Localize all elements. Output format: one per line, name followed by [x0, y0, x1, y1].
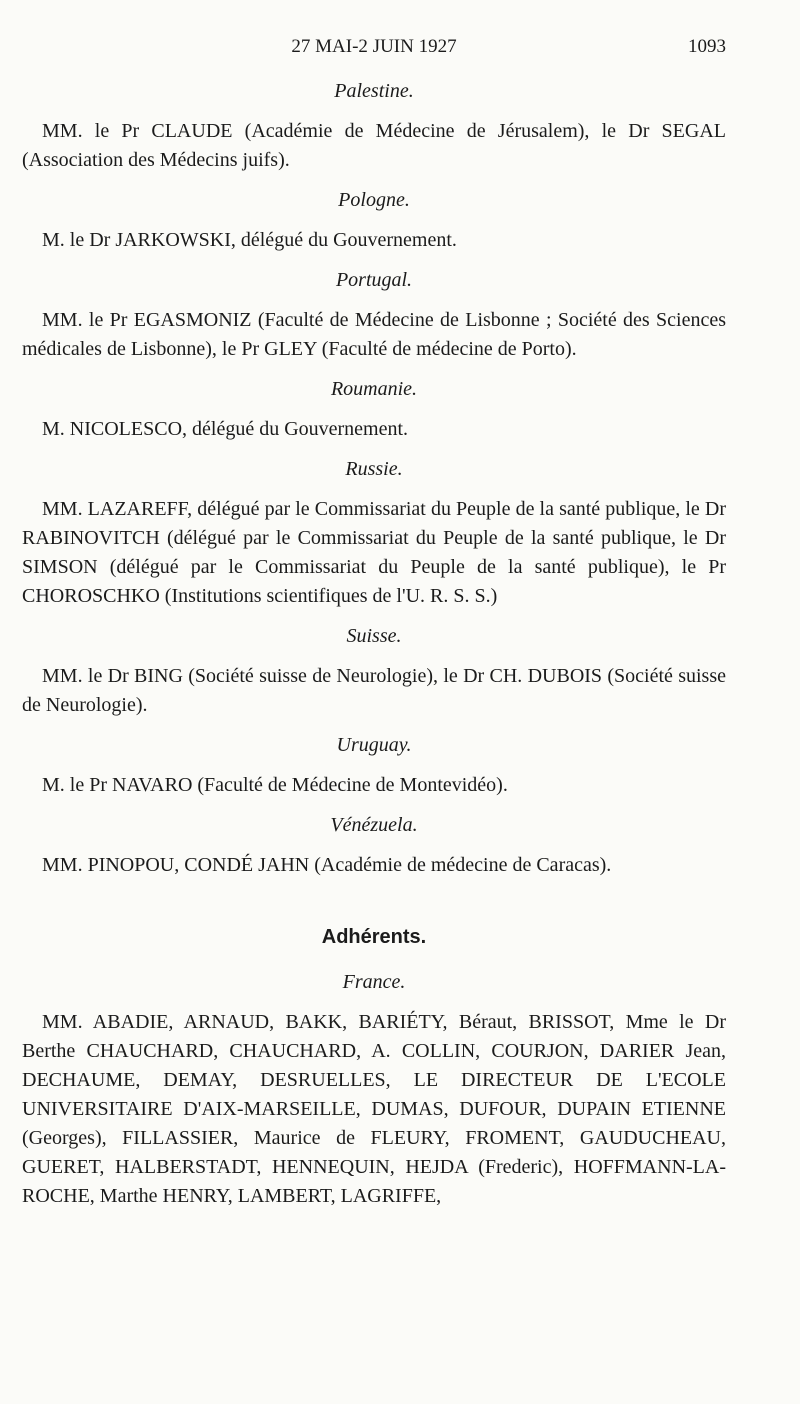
running-header: [22, 36, 726, 66]
country-heading: Palestine.: [334, 80, 414, 102]
delegate-list: MM. le Dr BING (Société suisse de Neurologie), le Dr CH. DUBOIS (Société suisse de Neurologie).: [22, 665, 726, 716]
section-adherents: [22, 926, 726, 1211]
section-venezuela: [22, 814, 726, 880]
delegate-list: MM. le Pr CLAUDE (Académie de Médecine de Jérusalem), le Dr SEGAL (Association des Médecins juifs).: [22, 120, 726, 171]
delegate-list: M. le Pr NAVARO (Faculté de Médecine de Montevidéo).: [42, 774, 508, 796]
country-heading: Suisse.: [346, 625, 402, 647]
section-portugal: [22, 269, 726, 364]
delegate-list: MM. PINOPOU, CONDÉ JAHN (Académie de médecine de Caracas).: [42, 854, 612, 876]
document-page: [22, 36, 726, 1211]
section-uruguay: [22, 734, 726, 800]
page-number: 1093: [688, 36, 726, 57]
adherents-heading: Adhérents.: [321, 926, 427, 948]
header-date: 27 MAI-2 JUIN 1927: [291, 36, 457, 57]
country-heading: Uruguay.: [336, 734, 412, 756]
country-heading: Russie.: [345, 458, 403, 480]
section-russie: [22, 458, 726, 611]
member-list: MM. ABADIE, ARNAUD, BAKK, BARIÉTY, Béraut, BRISSOT, Mme le Dr Berthe CHAUCHARD, CHAUCHARD, A. COLLIN, COURJON, DARIER Jean, DECHAUME, DEMAY, DESRUELLES, LE DIRECTEUR DE L'ECOLE UNIVERSITAIRE D'AIX-MARSEILLE, DUMAS, DUFOUR, DUPAIN ETIENNE (Georges), FILLASSIER, Maurice de FLEURY, FROMENT, GAUDUCHEAU, GUERET, HALBERSTADT, HENNEQUIN, HEJDA (Frederic), HOFFMANN-LA-ROCHE, Marthe HENRY, LAMBERT, LAGRIFFE,: [22, 1011, 726, 1207]
country-heading: Pologne.: [338, 189, 410, 211]
country-heading: France.: [342, 971, 406, 993]
section-pologne: [22, 189, 726, 255]
section-palestine: [22, 80, 726, 175]
country-heading: Portugal.: [335, 269, 413, 291]
section-suisse: [22, 625, 726, 720]
delegate-list: MM. LAZAREFF, délégué par le Commissariat du Peuple de la santé publique, le Dr RABINOVITCH (délégué par le Commissariat du Peuple de la santé publique, le Dr SIMSON (délégué par le Commissariat du Peuple de la santé publique), le Pr CHOROSCHKO (Institutions scientifiques de l'U. R. S. S.): [22, 498, 726, 607]
delegate-list: MM. le Pr EGASMONIZ (Faculté de Médecine de Lisbonne ; Société des Sciences médicales de Lisbonne), le Pr GLEY (Faculté de médecine de Porto).: [22, 309, 726, 360]
section-roumanie: [22, 378, 726, 444]
country-heading: Vénézuela.: [330, 814, 418, 836]
delegate-list: M. NICOLESCO, délégué du Gouvernement.: [42, 418, 409, 440]
delegate-list: M. le Dr JARKOWSKI, délégué du Gouvernement.: [42, 229, 457, 251]
country-heading: Roumanie.: [330, 378, 418, 400]
